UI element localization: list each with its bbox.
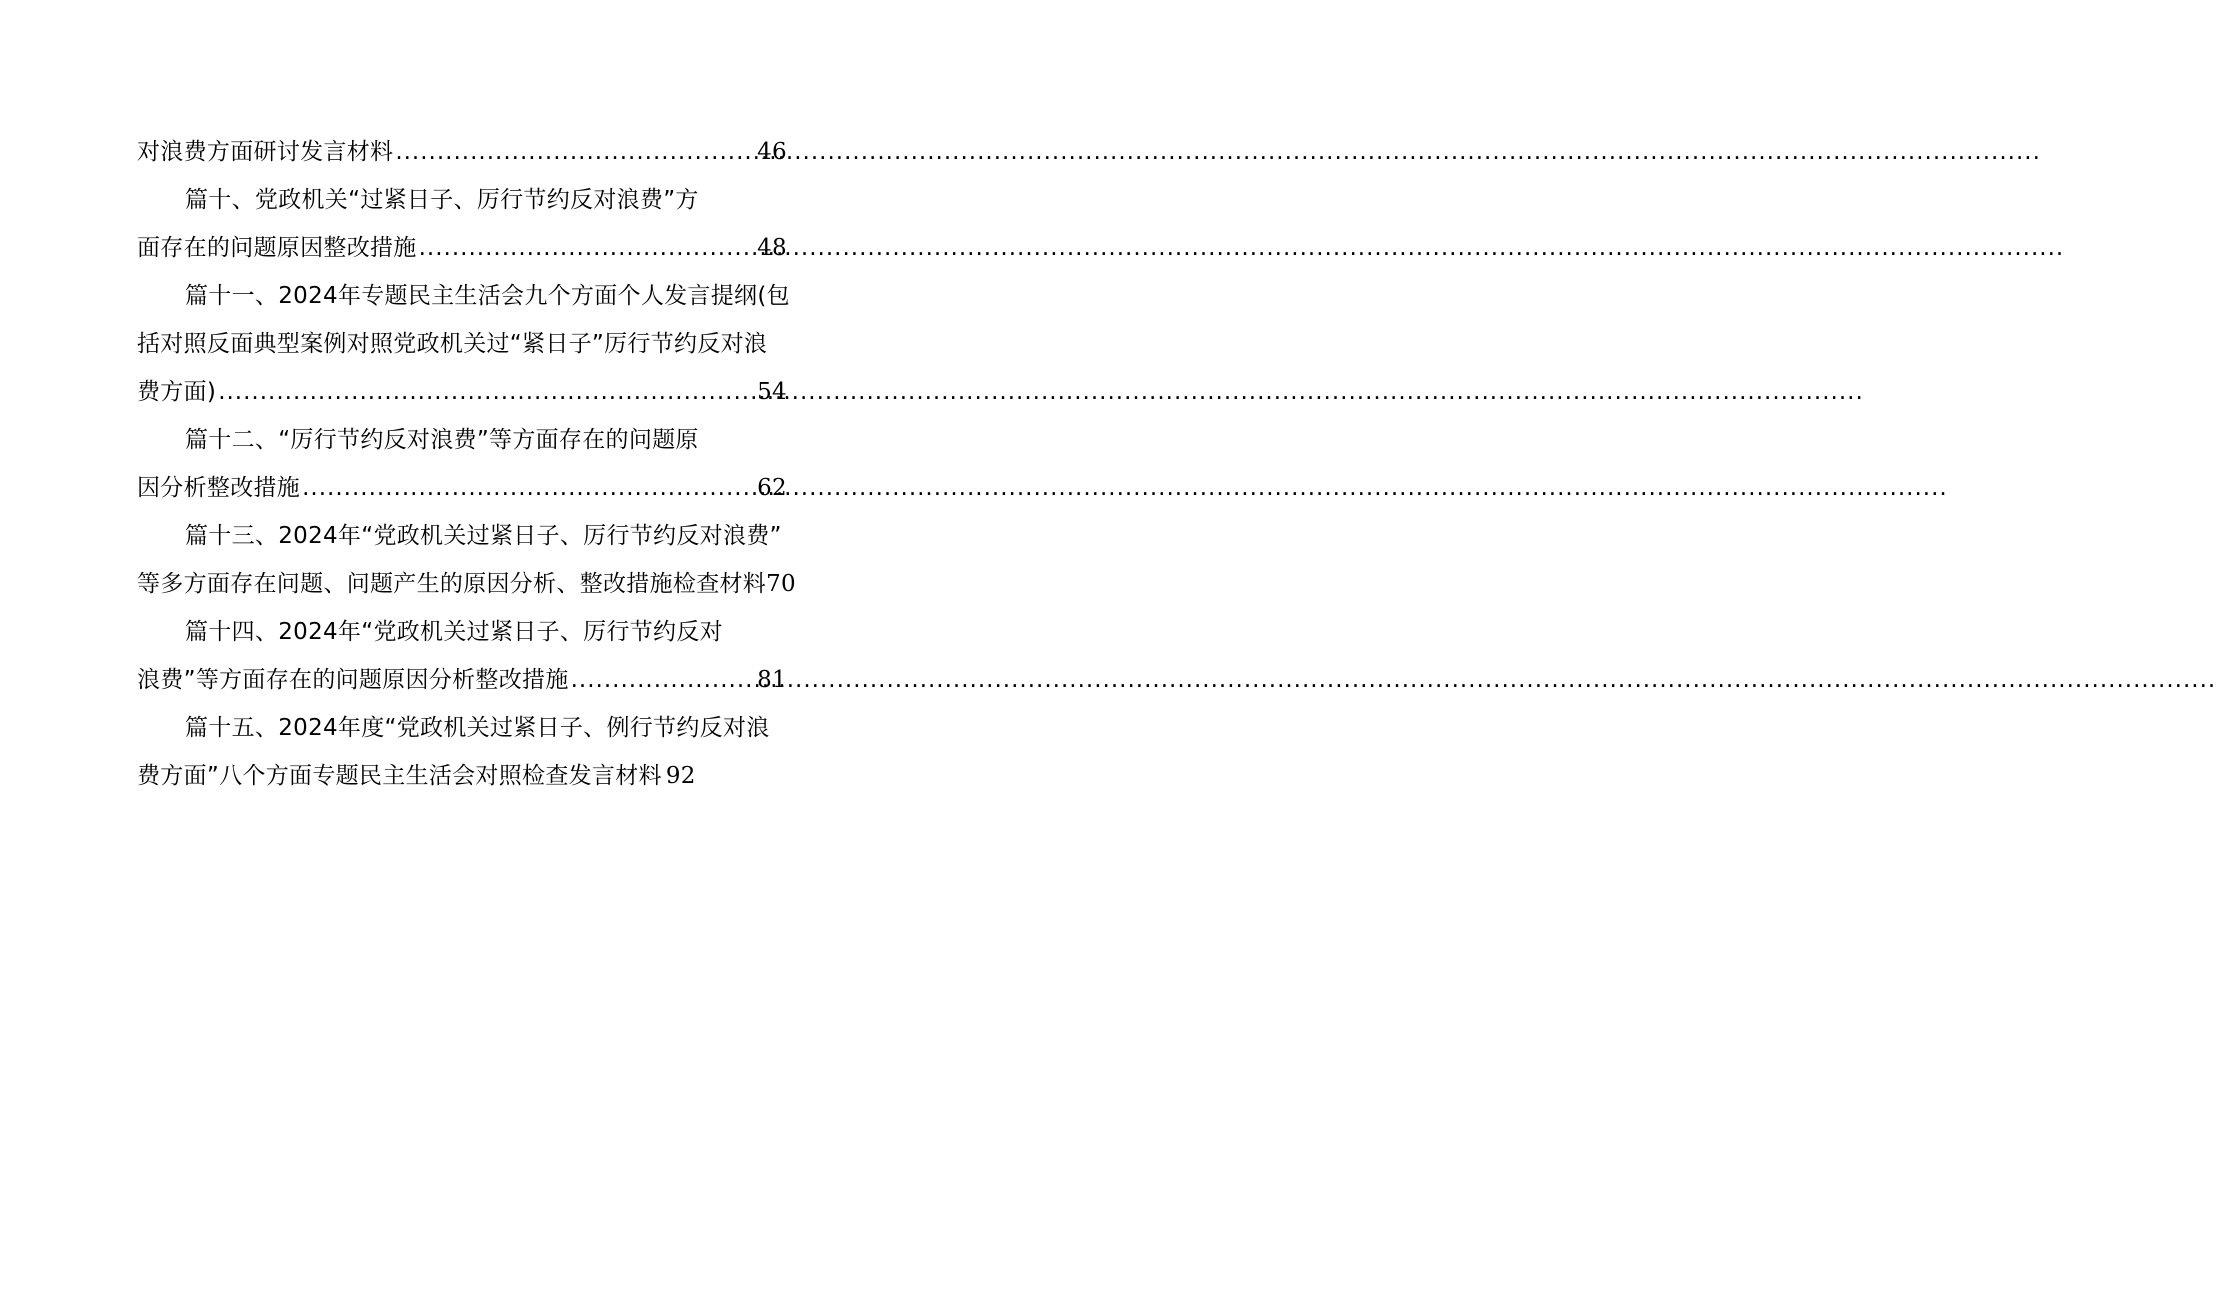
toc-entry-title-text: 因分析整改措施 [137, 475, 301, 501]
toc-entry[interactable] [137, 608, 787, 704]
toc-page-number: 54 [757, 379, 787, 405]
toc-entry-title-text: 篇十、党政机关“过紧日子、厉行节约反对浪费”方 [185, 187, 699, 213]
toc-leader-dots [218, 368, 755, 416]
toc-entry-line [137, 272, 790, 320]
toc-entry-line [137, 176, 787, 224]
toc-page-number: 46 [757, 139, 787, 165]
toc-entry[interactable] [137, 704, 787, 800]
toc-entry-title-text: 浪费”等方面存在的问题原因分析整改措施 [137, 667, 569, 693]
toc-entry-title-text: 等多方面存在问题、问题产生的原因分析、整改措施检查材料 [137, 571, 767, 597]
toc-entry-line [137, 128, 787, 176]
toc-page-number: 48 [757, 235, 787, 261]
toc-entry-title-text: 篇十五、2024年度“党政机关过紧日子、例行节约反对浪 [185, 715, 770, 741]
toc-entry-line [137, 320, 787, 368]
toc-entry-title-text: 面存在的问题原因整改措施 [137, 235, 417, 261]
toc-leader-dots [571, 656, 756, 704]
toc-entry-title-text: 费方面) [137, 379, 217, 405]
toc-entry-line [137, 704, 787, 752]
toc-entry[interactable] [137, 128, 787, 176]
toc-entry-line [137, 752, 787, 800]
toc-entry[interactable] [137, 176, 787, 272]
toc-entry-line [137, 464, 787, 512]
toc-entry-line [137, 560, 796, 608]
toc-entry[interactable] [137, 272, 790, 416]
toc-page-number: 62 [757, 475, 787, 501]
toc-entry-title-text: 篇十二、“厉行节约反对浪费”等方面存在的问题原 [185, 427, 699, 453]
table-of-contents [137, 128, 796, 800]
toc-page-number: 70 [766, 571, 796, 597]
toc-entry-line [137, 608, 787, 656]
toc-leader-dots [395, 128, 755, 176]
toc-entry-line [137, 656, 787, 704]
toc-entry-line [137, 368, 787, 416]
toc-page-number: 81 [757, 667, 787, 693]
toc-entry-title-text: 篇十一、2024年专题民主生活会九个方面个人发言提纲(包 [185, 283, 790, 309]
toc-leader-dots [302, 464, 755, 512]
toc-entry-title-text: 篇十三、2024年“党政机关过紧日子、厉行节约反对浪费” [185, 523, 782, 549]
toc-entry-title-text: 对浪费方面研讨发言材料 [137, 139, 394, 165]
toc-entry[interactable] [137, 416, 787, 512]
toc-entry-line [137, 416, 787, 464]
toc-entry[interactable] [137, 512, 796, 608]
toc-leader-dots [419, 224, 756, 272]
toc-entry-line [137, 224, 787, 272]
toc-entry-title-text: 括对照反面典型案例对照党政机关过“紧日子”厉行节约反对浪 [137, 331, 768, 357]
toc-entry-line [137, 512, 787, 560]
toc-page-number: 92 [665, 763, 696, 789]
toc-entry-title-text: 费方面”八个方面专题民主生活会对照检查发言材料 [137, 763, 662, 789]
toc-entry-title-text: 篇十四、2024年“党政机关过紧日子、厉行节约反对 [185, 619, 723, 645]
